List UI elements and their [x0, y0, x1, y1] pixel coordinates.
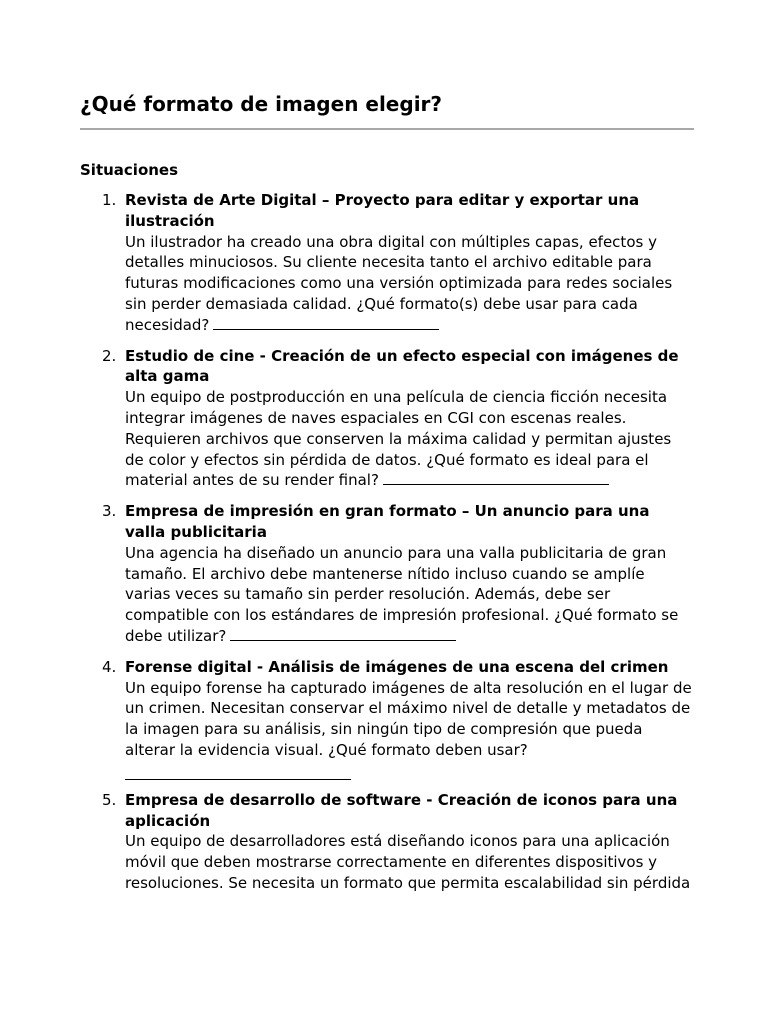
item-number: 1. — [102, 191, 117, 209]
answer-blank[interactable] — [230, 626, 456, 641]
item-heading: Estudio de cine - Creación de un efecto especial con imágenes de alta gama — [125, 346, 679, 386]
item-body — [125, 232, 694, 336]
item-body-text: Un equipo de postproducción en una película de ciencia ficción necesita integrar imágenes de naves espaciales en CGI con escenas reales. Requieren archivos que conserven la máxima calidad y permitan ajustes de color y efectos sin pérdida de datos. ¿Qué formato es ideal para el material antes de su render final? — [125, 388, 672, 490]
item-number: 5. — [102, 790, 117, 809]
item-body-text: Un equipo de desarrolladores está diseñando iconos para una aplicación móvil que deben mostrarse correctamente en diferentes dispositivos y resoluciones. Se necesita un formato que permita escalabilidad sin pérdida — [125, 832, 691, 892]
item-heading: Empresa de desarrollo de software - Creación de iconos para una aplicación — [125, 790, 678, 830]
answer-blank[interactable] — [383, 470, 609, 485]
item-body — [125, 831, 694, 893]
item-heading: Revista de Arte Digital – Proyecto para editar y exportar una ilustración — [125, 191, 640, 230]
item-heading: Empresa de impresión en gran formato – Un anuncio para una valla publicitaria — [125, 502, 650, 541]
item-body-text: Una agencia ha diseñado un anuncio para una valla publicitaria de gran tamaño. El archivo debe mantenerse nítido incluso cuando se amplíe varias veces su tamaño sin perder resolución. Además, debe ser compatible con los estándares de impresión profesional. ¿Qué formato se debe utilizar? — [125, 543, 679, 645]
list-item — [80, 190, 694, 336]
item-body — [125, 543, 694, 647]
list-item — [80, 346, 694, 492]
title-divider — [80, 128, 694, 130]
item-body-text: Un equipo forense ha capturado imágenes de alta resolución en el lugar de un crimen. Necesitan conservar el máximo nivel de detalle y metadatos de la imagen para su análisis, sin ningún tipo de compresión que pueda alterar la evidencia visual. ¿Qué formato deben usar? — [125, 678, 692, 759]
situations-list — [80, 190, 694, 904]
item-number: 3. — [102, 502, 117, 521]
item-number: 2. — [102, 346, 117, 365]
page-title: ¿Qué formato de imagen elegir? — [80, 92, 443, 116]
item-heading: Forense digital - Análisis de imágenes de una escena del crimen — [125, 657, 669, 676]
answer-blank[interactable] — [125, 765, 351, 780]
answer-blank[interactable] — [213, 315, 439, 330]
item-body — [125, 387, 694, 491]
section-heading: Situaciones — [80, 161, 179, 179]
list-item — [80, 657, 694, 780]
list-item — [80, 790, 694, 894]
item-number: 4. — [102, 657, 117, 676]
list-item — [80, 501, 694, 647]
item-body-text: Un ilustrador ha creado una obra digital con múltiples capas, efectos y detalles minuciosos. Su cliente necesita tanto el archivo editable para futuras modificaciones como una versión optimizada para redes sociales sin perder demasiada calidad. ¿Qué formato(s) debe usar para cada necesidad? — [125, 232, 673, 334]
item-body — [125, 678, 694, 780]
